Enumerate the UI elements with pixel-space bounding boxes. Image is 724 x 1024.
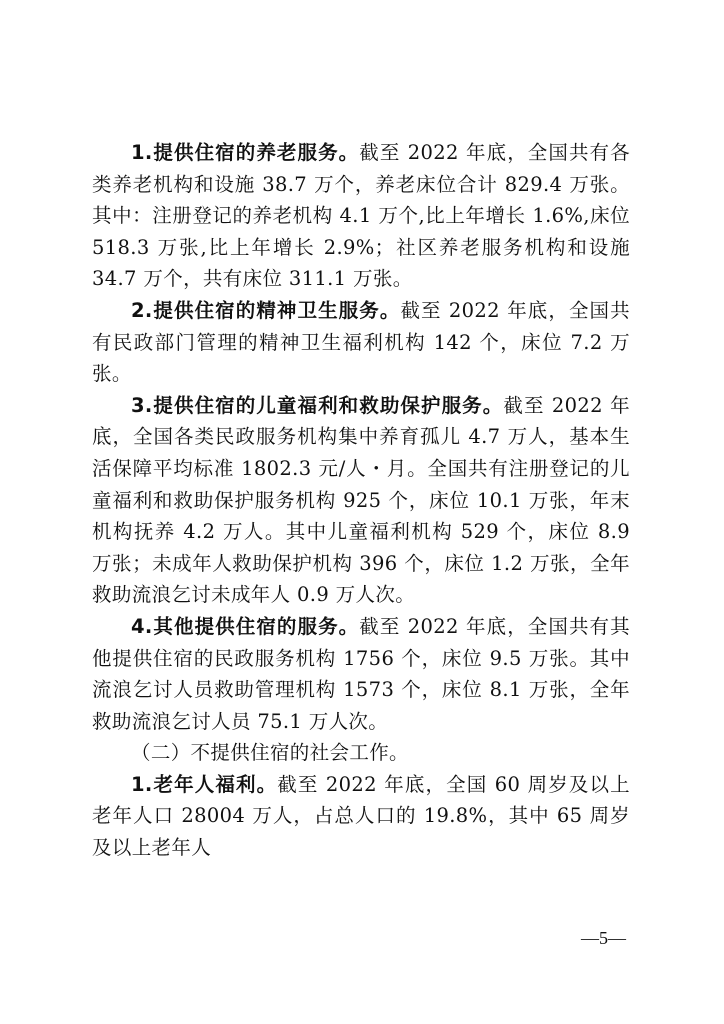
section-heading: （二）不提供住宿的社会工作。 xyxy=(131,741,409,765)
paragraph-text: 截至 2022 年底，全国共有其他提供住宿的民政服务机构 1756 个，床位 9.5 万张。其中流浪乞讨人员救助管理机构 1573 个，床位 8.1 万张，全年救助流浪乞讨人员 75.1 万人次。 xyxy=(92,614,630,733)
paragraph-mental-health xyxy=(92,295,630,390)
paragraph-lead: 3.提供住宿的儿童福利和救助保护服务。 xyxy=(131,393,504,417)
paragraph-other-services xyxy=(92,611,630,737)
paragraph-lead: 2.提供住宿的精神卫生服务。 xyxy=(131,298,401,322)
paragraph-lead: 4.其他提供住宿的服务。 xyxy=(131,614,360,638)
paragraph-text: 截至 2022 年底，全国各类民政服务机构集中养育孤儿 4.7 万人，基本生活保障平均标准 1802.3 元/人・月。全国共有注册登记的儿童福利和救助保护服务机构 925 个，床位 10.1 万张，年末机构抚养 4.2 万人。其中儿童福利机构 529 个，床位 8.9 万张；未成年人救助保护机构 396 个，床位 1.2 万张，全年救助流浪乞讨未成年人 0.9 万人次。 xyxy=(92,393,630,607)
paragraph-text: 截至 2022 年底，全国共有各类养老机构和设施 38.7 万个，养老床位合计 829.4 万张。其中：注册登记的养老机构 4.1 万个,比上年增长 1.6%,床位 518.3 万张,比上年增长 2.9%；社区养老服务机构和设施 34.7 万个，共有床位 311.1 万张。 xyxy=(92,141,630,291)
paragraph-text: 截至 2022 年底，全国 60 周岁及以上老年人口 28004 万人，占总人口的 19.8%，其中 65 周岁及以上老年人 xyxy=(92,772,630,860)
paragraph-child-welfare xyxy=(92,390,630,611)
paragraph-text: 截至 2022 年底，全国共有民政部门管理的精神卫生福利机构 142 个，床位 7.2 万张。 xyxy=(92,298,630,386)
paragraph-lead: 1.提供住宿的养老服务。 xyxy=(131,141,360,164)
paragraph-elderly-care xyxy=(92,137,630,295)
paragraph-lead: 1.老年人福利。 xyxy=(131,772,278,796)
paragraph-elderly-welfare xyxy=(92,769,630,864)
page-number: —5— xyxy=(581,928,626,948)
body-text xyxy=(92,137,630,864)
